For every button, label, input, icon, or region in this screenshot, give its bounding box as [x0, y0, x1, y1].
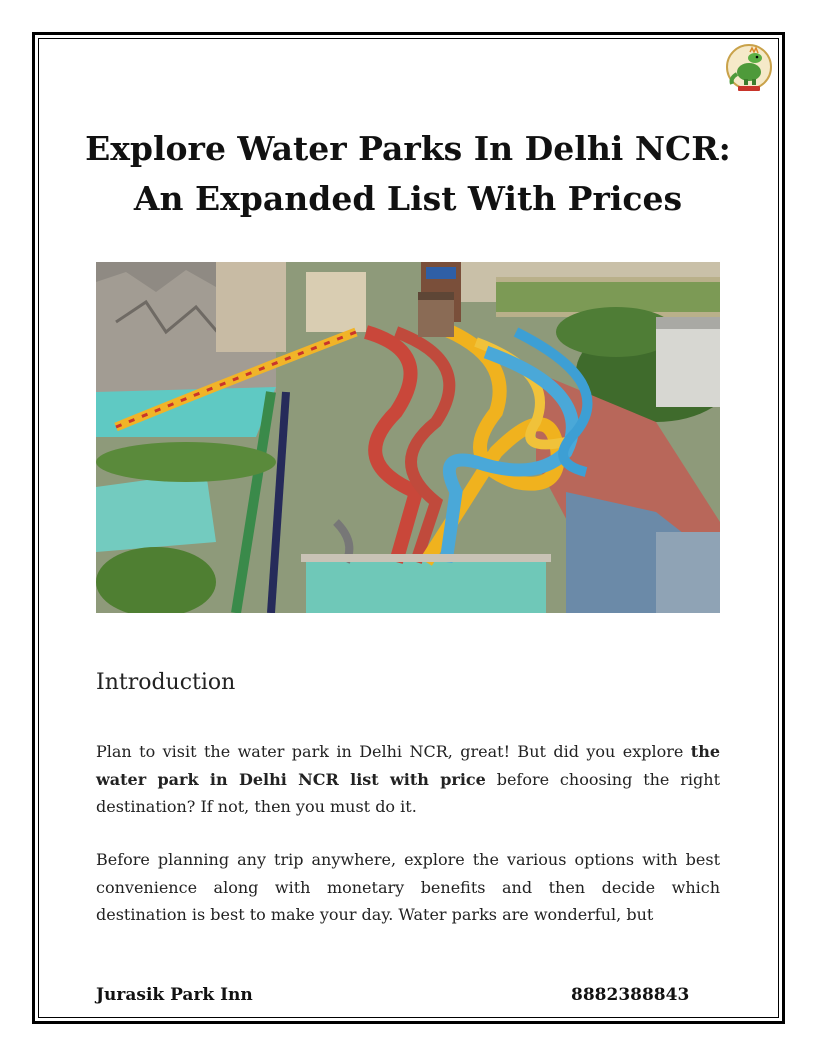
- title-line-2: An Expanded List With Prices: [133, 179, 683, 218]
- title-line-1: Explore Water Parks In Delhi NCR:: [85, 129, 731, 168]
- page-title: [60, 124, 756, 224]
- paragraph-1: [96, 738, 720, 821]
- paragraph-1-text-a: Plan to visit the water park in Delhi NCR, great! But did you explore: [96, 742, 691, 761]
- footer-brand: Jurasik Park Inn: [96, 985, 253, 1005]
- water-park-hero-image: [96, 262, 720, 613]
- paragraph-2: Before planning any trip anywhere, explore the various options with best convenience along with monetary benefits and then decide which destination is best to make your day. Water parks are wonderful, but: [96, 850, 720, 924]
- paragraph-1-text-b: before choosing the right destination? If not, then you must do it.: [96, 769, 720, 816]
- footer-phone: 8882388843: [571, 985, 690, 1005]
- paragraph-1-bold: the water park in Delhi NCR list with price: [96, 742, 720, 789]
- dinosaur-logo-icon: [724, 42, 774, 94]
- section-heading: Introduction: [96, 670, 236, 695]
